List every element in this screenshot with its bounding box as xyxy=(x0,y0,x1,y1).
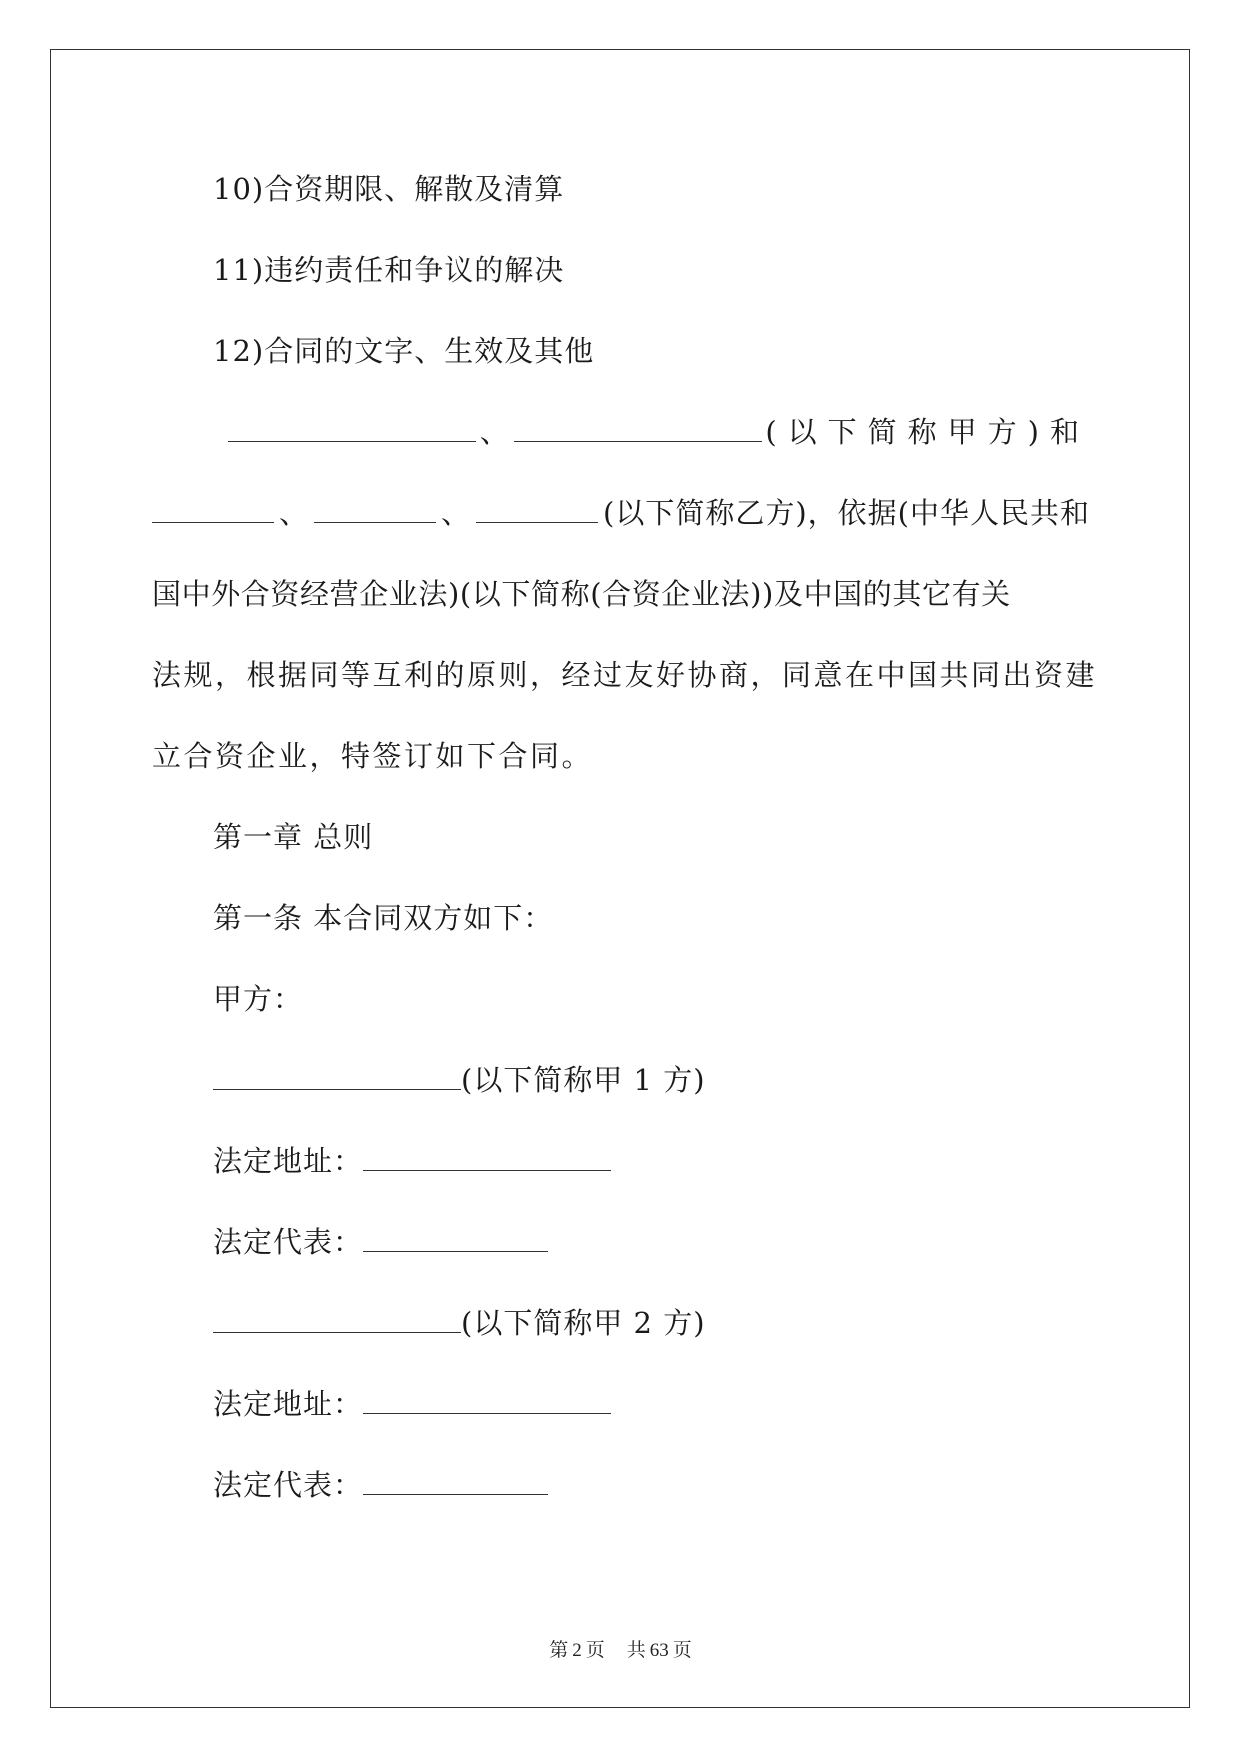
representative-label: 法定代表： xyxy=(213,1468,364,1502)
article-1: 第一条 本合同双方如下： xyxy=(213,901,554,935)
separator: 、 xyxy=(279,496,310,530)
page-footer xyxy=(0,1635,1241,1662)
intro-line-2 xyxy=(152,495,1090,531)
blank-field xyxy=(213,1065,461,1090)
intro-line-4: 法规，根据同等互利的原则，经过友好协商，同意在中国共同出资建 xyxy=(152,658,1098,692)
separator: 、 xyxy=(479,415,510,449)
blank-field xyxy=(514,417,762,442)
party-a2-representative xyxy=(213,1467,548,1503)
blank-field xyxy=(213,1308,461,1333)
page-prefix: 第 xyxy=(549,1640,569,1661)
party-a1-line xyxy=(213,1062,706,1098)
party-a2-suffix: (以下简称甲 2 方) xyxy=(461,1306,706,1340)
intro-line-2-text: (以下简称乙方)，依据(中华人民共和 xyxy=(603,496,1090,530)
chapter-title: 第一章 总则 xyxy=(213,820,374,854)
page-number: 2 xyxy=(572,1640,582,1661)
blank-field xyxy=(363,1470,548,1495)
intro-line-1 xyxy=(228,414,1090,450)
blank-field xyxy=(228,417,476,442)
party-a1-suffix: (以下简称甲 1 方) xyxy=(461,1063,706,1097)
blank-field xyxy=(152,498,274,523)
address-label: 法定地址： xyxy=(213,1144,364,1178)
blank-field xyxy=(476,498,598,523)
list-item-11: 11)违约责任和争议的解决 xyxy=(213,253,565,287)
blank-field xyxy=(363,1146,611,1171)
party-a1-representative xyxy=(213,1224,548,1260)
intro-line-5: 立合资企业，特签订如下合同。 xyxy=(152,739,594,773)
page-frame xyxy=(50,49,1190,1708)
party-a2-address xyxy=(213,1386,611,1422)
blank-field xyxy=(314,498,436,523)
blank-field xyxy=(363,1227,548,1252)
blank-field xyxy=(363,1389,611,1414)
party-a2-line xyxy=(213,1305,706,1341)
party-a1-address xyxy=(213,1143,611,1179)
representative-label: 法定代表： xyxy=(213,1225,364,1259)
total-suffix: 页 xyxy=(672,1640,692,1661)
party-a-label: 甲方： xyxy=(213,982,304,1016)
list-item-12: 12)合同的文字、生效及其他 xyxy=(213,334,595,368)
intro-line-1-suffix: (以下简称甲方)和 xyxy=(765,415,1090,449)
total-prefix: 共 xyxy=(626,1640,646,1661)
separator: 、 xyxy=(441,496,472,530)
total-pages: 63 xyxy=(649,1640,669,1661)
intro-line-3: 国中外合资经营企业法)(以下简称(合资企业法))及中国的其它有关 xyxy=(152,577,1011,611)
list-item-10: 10)合资期限、解散及清算 xyxy=(213,172,565,206)
page-suffix: 页 xyxy=(585,1640,605,1661)
address-label: 法定地址： xyxy=(213,1387,364,1421)
